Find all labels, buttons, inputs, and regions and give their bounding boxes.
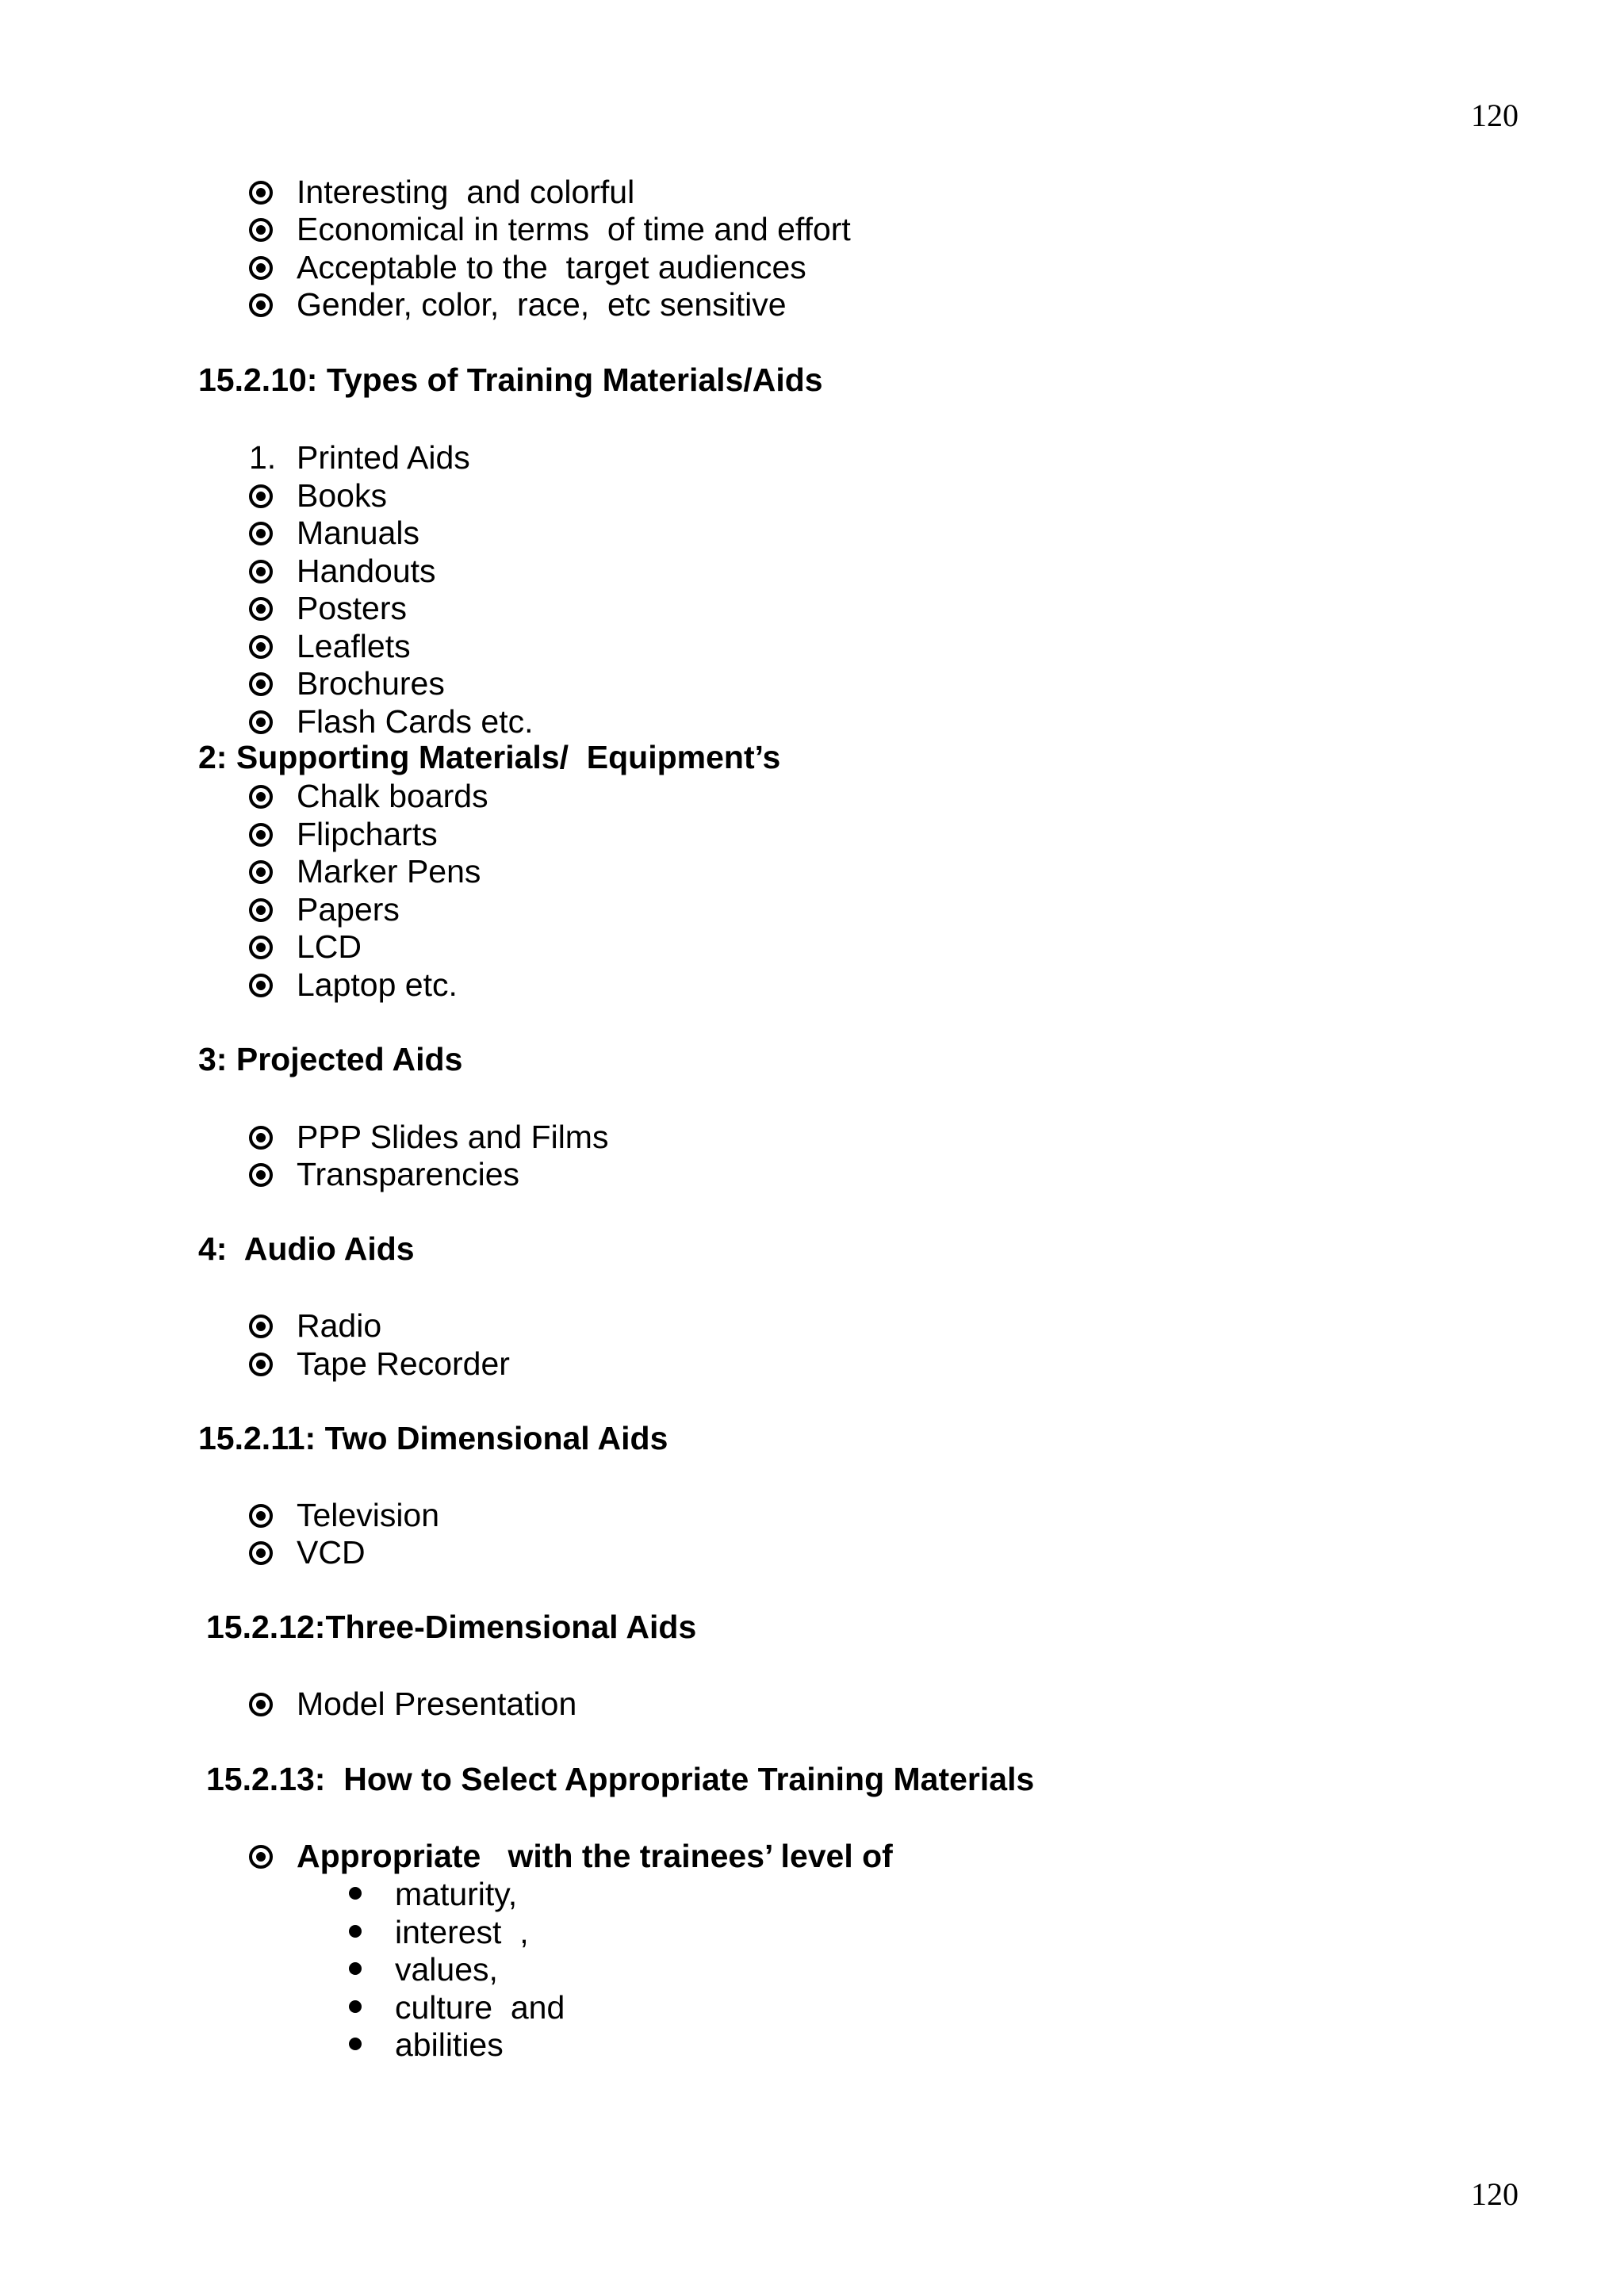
circle-bullet-icon (249, 597, 273, 621)
circle-bullet-icon (249, 898, 273, 922)
circle-bullet-icon (249, 785, 273, 809)
circle-bullet-icon (249, 1693, 273, 1716)
section-heading: 15.2.13: How to Select Appropriate Training Materials (206, 1761, 1035, 1797)
circle-bullet-icon (249, 635, 273, 659)
circle-bullet-icon (249, 936, 273, 959)
sub-list-item: interest , (395, 1914, 529, 1950)
list-item: Books (297, 477, 387, 514)
page-number-bottom: 120 (1471, 2176, 1519, 2212)
dot-bullet-icon (349, 1887, 362, 1900)
circle-bullet-icon (249, 522, 273, 545)
dot-bullet-icon (349, 1925, 362, 1938)
list-item: PPP Slides and Films (297, 1119, 609, 1155)
circle-bullet-icon (249, 1845, 273, 1869)
list-item: LCD (297, 928, 362, 965)
section-heading: 15.2.10: Types of Training Materials/Aids (198, 362, 823, 398)
circle-bullet-icon (249, 1126, 273, 1150)
circle-bullet-icon (249, 181, 273, 205)
list-item-bold: Appropriate with the trainees’ level of (297, 1838, 893, 1874)
list-item: Model Presentation (297, 1686, 577, 1722)
sub-list-item: culture and (395, 1989, 565, 2026)
numbered-item-label: Printed Aids (297, 439, 470, 476)
circle-bullet-icon (249, 860, 273, 884)
list-item: Economical in terms of time and effort (297, 211, 851, 247)
list-item: Television (297, 1497, 440, 1533)
list-item: Interesting and colorful (297, 174, 635, 210)
circle-bullet-icon (249, 484, 273, 508)
circle-bullet-icon (249, 1314, 273, 1338)
list-item: Posters (297, 590, 407, 626)
sub-list-item: maturity, (395, 1876, 518, 1912)
circle-bullet-icon (249, 560, 273, 584)
sub-list-item: values, (395, 1951, 498, 1988)
list-item: Handouts (297, 553, 436, 589)
circle-bullet-icon (249, 1163, 273, 1187)
list-item: Flipcharts (297, 816, 438, 852)
list-item: Brochures (297, 665, 445, 702)
circle-bullet-icon (249, 672, 273, 696)
list-item: Acceptable to the target audiences (297, 249, 806, 285)
list-item: Radio (297, 1307, 382, 1344)
circle-bullet-icon (249, 218, 273, 242)
circle-bullet-icon (249, 1504, 273, 1528)
list-item: Marker Pens (297, 853, 481, 890)
circle-bullet-icon (249, 974, 273, 997)
dot-bullet-icon (349, 1962, 362, 1975)
circle-bullet-icon (249, 710, 273, 734)
section-heading: 15.2.12:Three-Dimensional Aids (206, 1609, 697, 1645)
sub-list-item: abilities (395, 2026, 504, 2063)
list-item: Gender, color, race, etc sensitive (297, 286, 787, 323)
list-item: Chalk boards (297, 778, 488, 814)
circle-bullet-icon (249, 293, 273, 317)
list-item: Manuals (297, 515, 419, 551)
circle-bullet-icon (249, 256, 273, 280)
circle-bullet-icon (249, 1541, 273, 1565)
section-heading: 15.2.11: Two Dimensional Aids (198, 1420, 668, 1456)
list-item: Laptop etc. (297, 966, 458, 1003)
list-item: Tape Recorder (297, 1345, 510, 1382)
page-number-top: 120 (1471, 98, 1519, 133)
list-item: Transparencies (297, 1156, 520, 1192)
circle-bullet-icon (249, 823, 273, 847)
section-heading: 2: Supporting Materials/ Equipment’s (198, 739, 781, 775)
list-item: Flash Cards etc. (297, 703, 534, 740)
dot-bullet-icon (349, 2000, 362, 2013)
list-item: Leaflets (297, 628, 411, 664)
dot-bullet-icon (349, 2038, 362, 2050)
section-heading: 3: Projected Aids (198, 1041, 463, 1077)
list-number: 1. (249, 439, 277, 476)
circle-bullet-icon (249, 1353, 273, 1376)
list-item: VCD (297, 1534, 366, 1571)
list-item: Papers (297, 891, 400, 928)
section-heading: 4: Audio Aids (198, 1230, 415, 1267)
